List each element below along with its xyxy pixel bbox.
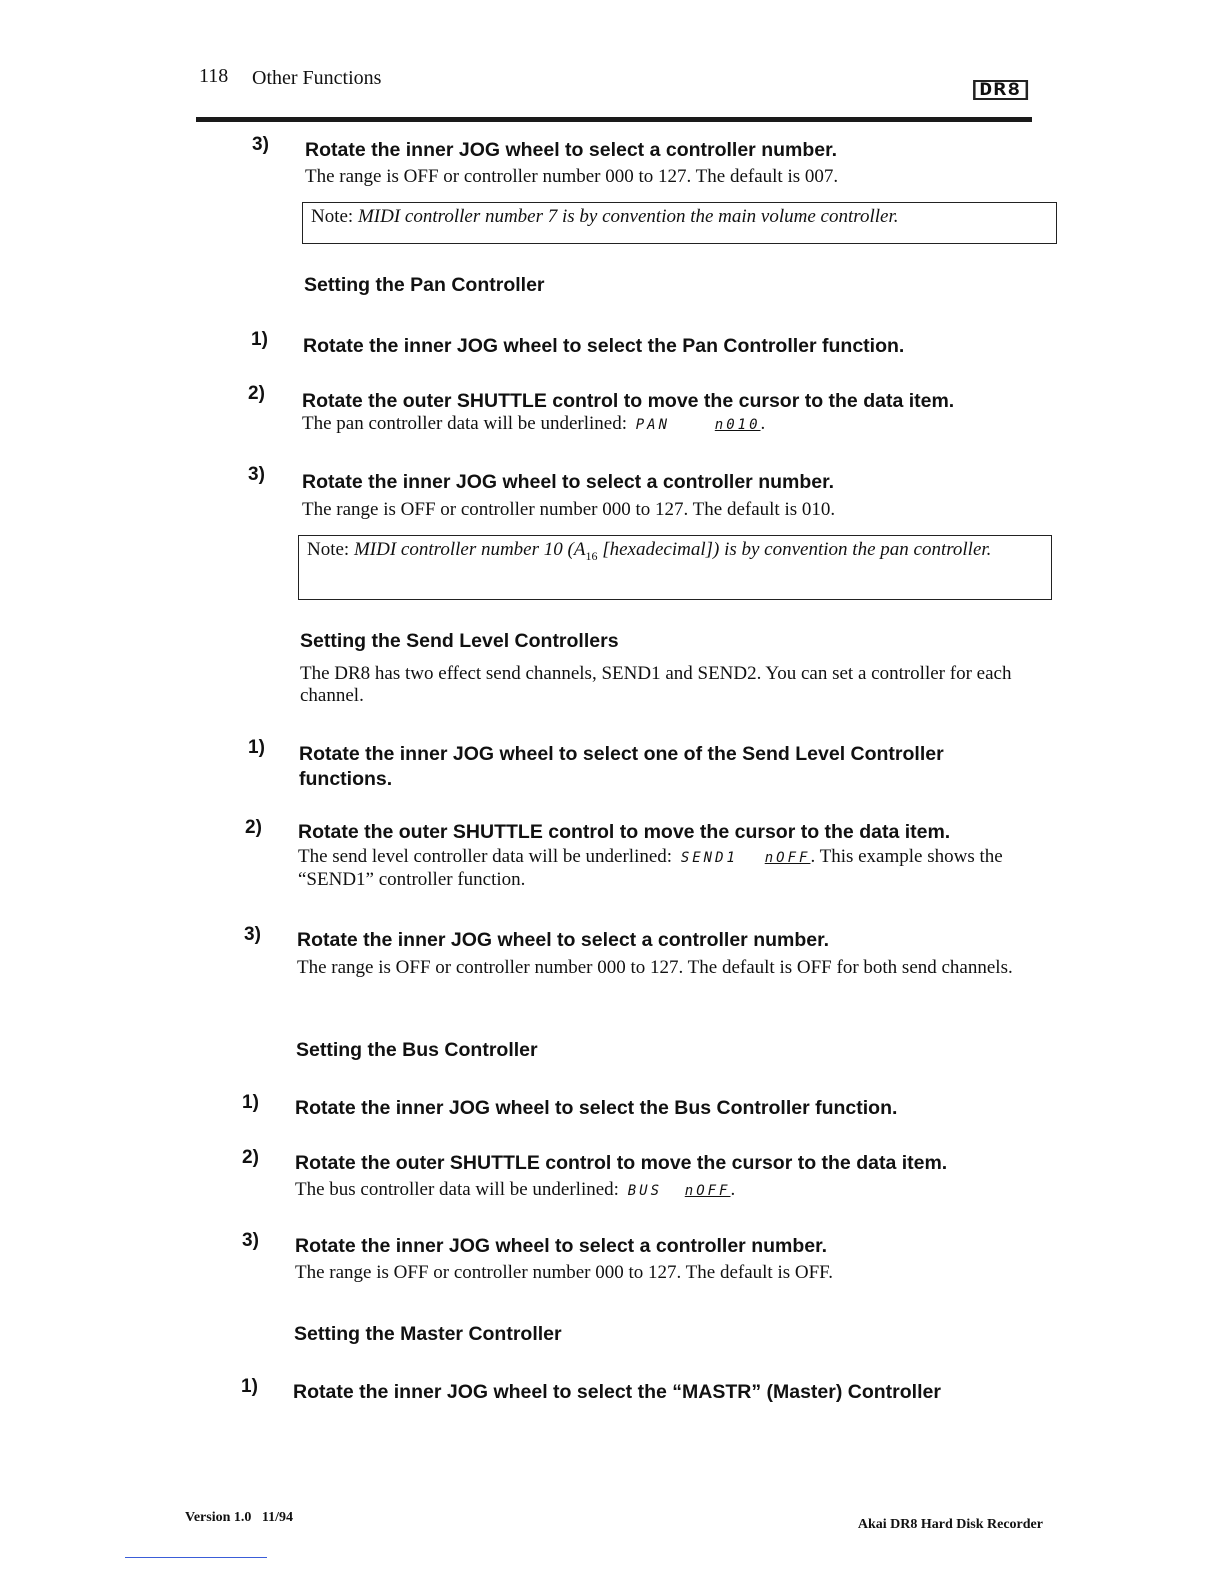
note-subscript: 16 — [585, 548, 598, 563]
step-number: 1) — [241, 1376, 258, 1397]
step-instruction: Rotate the outer SHUTTLE control to move the cursor to the data item. — [302, 390, 955, 412]
step-body: The range is OFF or controller number 000 to 127. The default is OFF for both send channels. — [297, 957, 1013, 978]
section-heading-bus: Setting the Bus Controller — [296, 1039, 538, 1061]
lcd-param-name: SEND1 — [680, 850, 738, 866]
step-number: 3) — [244, 924, 261, 945]
step-instruction: Rotate the outer SHUTTLE control to move the cursor to the data item. — [295, 1152, 948, 1174]
step-number: 3) — [242, 1230, 259, 1251]
section-heading-send: Setting the Send Level Controllers — [300, 630, 619, 652]
header-rule — [196, 117, 1032, 122]
section-heading-pan: Setting the Pan Controller — [304, 274, 545, 296]
body-text: The send level controller data will be underlined: — [298, 846, 673, 867]
step-number: 1) — [248, 737, 265, 758]
step-instruction: Rotate the inner JOG wheel to select the Pan Controller function. — [303, 335, 905, 357]
body-text: The bus controller data will be underlined: — [295, 1179, 619, 1200]
step-instruction: Rotate the inner JOG wheel to select a controller number. — [302, 471, 835, 493]
scan-artifact-line — [125, 1557, 267, 1558]
step-number: 2) — [242, 1147, 259, 1168]
step-number: 2) — [248, 383, 265, 404]
step-body: The range is OFF or controller number 000 to 127. The default is OFF. — [295, 1262, 833, 1283]
note-box — [302, 202, 1057, 244]
lcd-param-value: nOFF — [764, 850, 811, 866]
step-number: 2) — [245, 817, 262, 838]
lcd-param-value: n010 — [714, 417, 761, 433]
section-heading-master: Setting the Master Controller — [294, 1323, 562, 1345]
note-text: [hexadecimal]) is by convention the pan controller. — [597, 539, 992, 560]
step-instruction: Rotate the inner JOG wheel to select a controller number. — [295, 1235, 828, 1257]
body-text: The pan controller data will be underlined: — [302, 413, 627, 434]
lcd-param-value: nOFF — [684, 1183, 731, 1199]
footer-product: Akai DR8 Hard Disk Recorder — [857, 1517, 1043, 1532]
brand-logo: DR8 — [973, 80, 1028, 100]
step-number: 3) — [248, 464, 265, 485]
step-number: 3) — [252, 134, 269, 155]
step-instruction: Rotate the inner JOG wheel to select one of the Send Level Controller functions. — [299, 743, 944, 790]
step-instruction: Rotate the inner JOG wheel to select the Bus Controller function. — [295, 1097, 898, 1119]
note-text: MIDI controller number 10 (A — [353, 539, 586, 560]
section-intro: The DR8 has two effect send channels, SEND1 and SEND2. You can set a controller for each channel. — [300, 663, 1012, 706]
page-number: 118 — [199, 65, 229, 87]
footer-version: Version 1.0 11/94 — [185, 1510, 293, 1525]
step-instruction: Rotate the outer SHUTTLE control to move the cursor to the data item. — [298, 821, 951, 843]
note-label: Note: — [307, 539, 350, 560]
note-box — [298, 535, 1052, 600]
step-number: 1) — [242, 1092, 259, 1113]
step-instruction: Rotate the inner JOG wheel to select the “MASTR” (Master) Controller — [293, 1381, 941, 1403]
lcd-param-name: PAN — [635, 417, 671, 433]
step-body: The range is OFF or controller number 000 to 127. The default is 007. — [305, 166, 839, 187]
step-body: The pan controller data will be underlined: PAN n010. — [302, 413, 766, 434]
step-instruction: Rotate the inner JOG wheel to select a controller number. — [297, 929, 830, 951]
section-title: Other Functions — [252, 67, 382, 89]
step-body: The range is OFF or controller number 000 to 127. The default is 010. — [302, 499, 836, 520]
step-body — [298, 846, 1043, 891]
step-body: The bus controller data will be underlined: BUS nOFF. — [295, 1179, 736, 1200]
note-label: Note: — [311, 206, 354, 227]
body-text: . This example shows the “SEND1” controller function. — [298, 846, 1003, 890]
lcd-param-name: BUS — [627, 1183, 663, 1199]
note-text: MIDI controller number 7 is by convention the main volume controller. — [357, 206, 899, 227]
step-number: 1) — [251, 329, 268, 350]
step-instruction: Rotate the inner JOG wheel to select a controller number. — [305, 139, 838, 161]
